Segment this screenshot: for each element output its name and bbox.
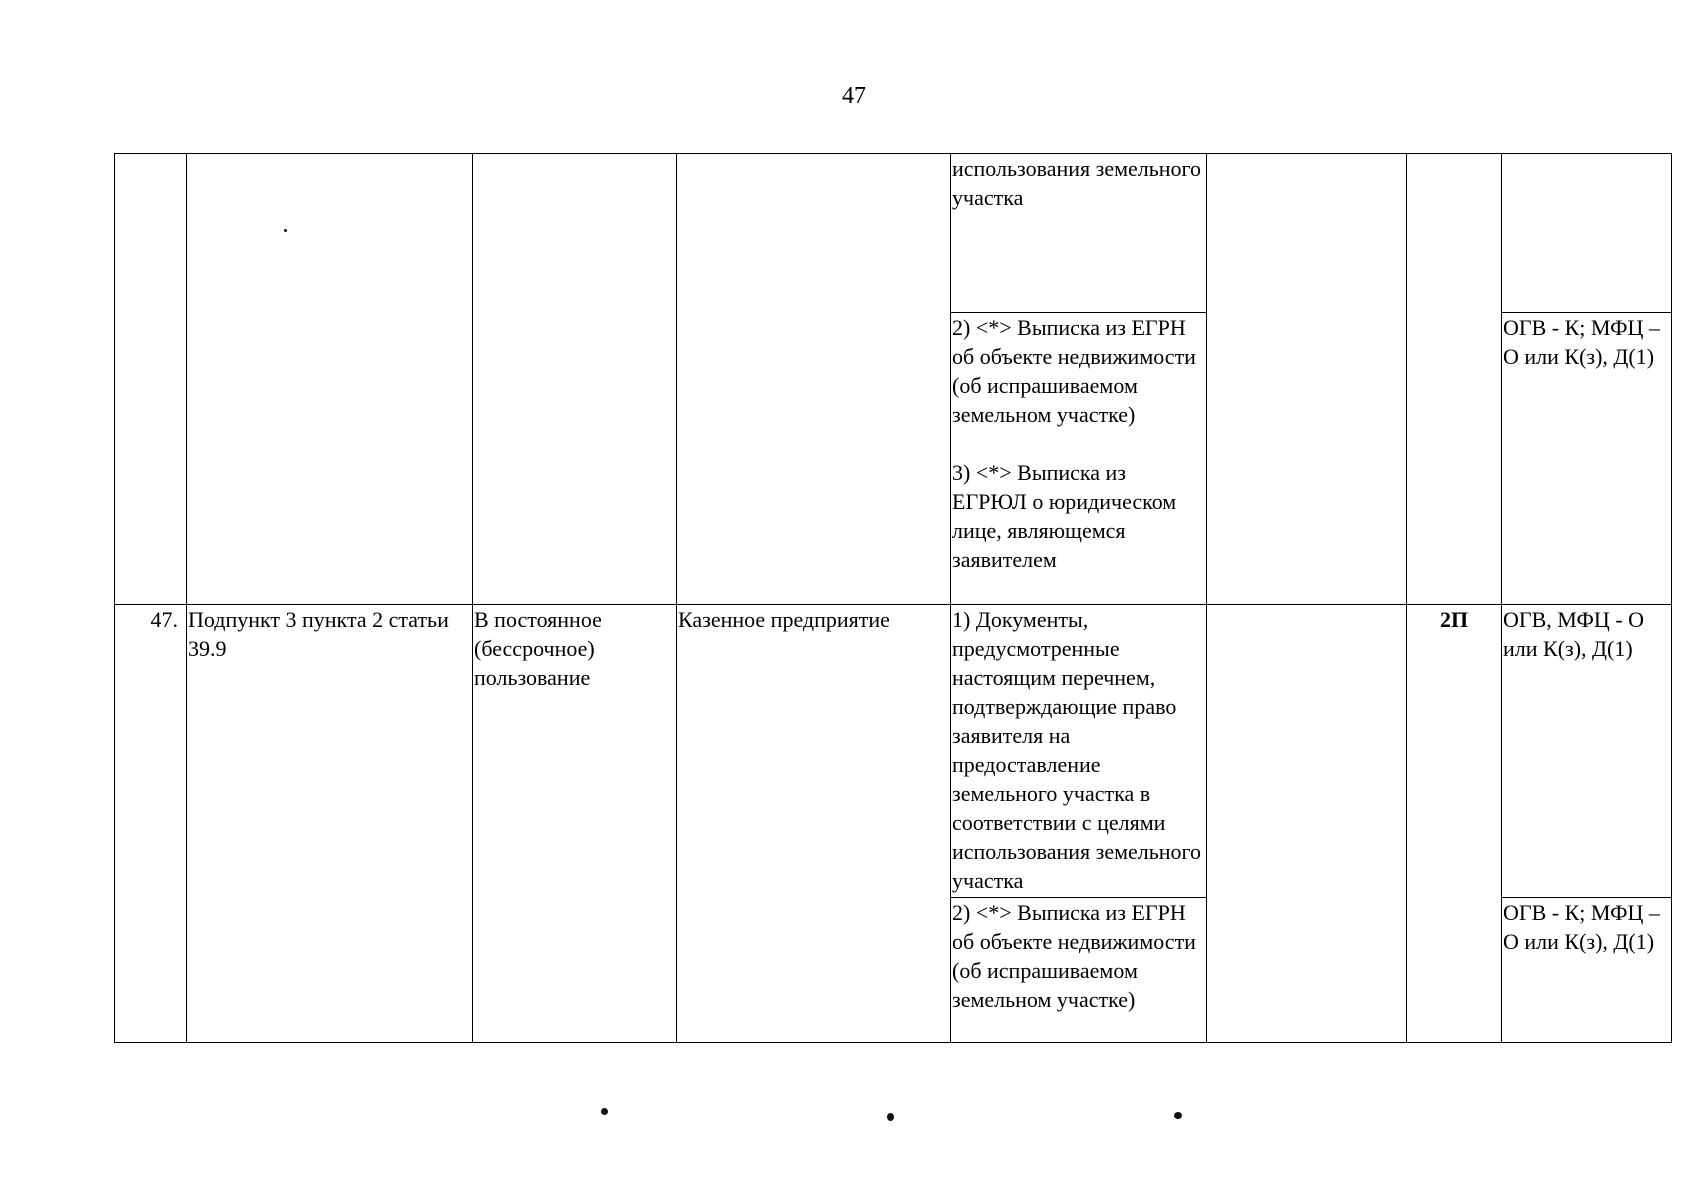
- cell-applicant-empty: [677, 154, 951, 605]
- table-row-47: [115, 605, 1672, 898]
- cell-basis-empty: [187, 154, 473, 605]
- cell-right-type-empty: [473, 154, 677, 605]
- row-code: 2П: [1407, 605, 1502, 1043]
- cell-method-2: ОГВ - К; МФЦ – О или К(з), Д(1): [1502, 313, 1672, 605]
- row-notes-empty: [1207, 605, 1407, 1043]
- cell-notes-empty: [1207, 154, 1407, 605]
- cell-doc-top: использования земельного участка: [951, 154, 1207, 313]
- cell-code-empty: [1407, 154, 1502, 605]
- continuation-row: [115, 154, 1672, 313]
- page-number: 47: [842, 83, 866, 109]
- scan-speck: [1174, 1112, 1182, 1119]
- doc-extract-egrul: 3) <*> Выписка из ЕГРЮЛ о юридическом лице, являющемся заявителем: [952, 460, 1177, 572]
- row-applicant: Казенное предприятие: [677, 605, 951, 1043]
- row-basis: Подпункт 3 пункта 2 статьи 39.9: [187, 605, 473, 1043]
- documents-table: [114, 153, 1672, 1043]
- scan-speck: [284, 229, 287, 232]
- cell-doc-2-3: [951, 313, 1207, 605]
- cell-method-empty: [1502, 154, 1672, 313]
- row-method-2: ОГВ - К; МФЦ – О или К(з), Д(1): [1502, 898, 1672, 1043]
- row-number: 47.: [115, 605, 187, 1043]
- scan-speck: [601, 1108, 608, 1115]
- row-method-1: ОГВ, МФЦ - О или К(з), Д(1): [1502, 605, 1672, 898]
- scan-speck: [887, 1113, 894, 1121]
- row-right-type: В постоянное (бессрочное) пользование: [473, 605, 677, 1043]
- row-doc-1: 1) Документы, предусмотренные настоящим перечнем, подтверждающие право заявителя на предоставление земельного участка в соответствии с целями использования земельного участка: [951, 605, 1207, 898]
- cell-number-empty: [115, 154, 187, 605]
- row-doc-2: 2) <*> Выписка из ЕГРН об объекте недвижимости (об испрашиваемом земельном участке): [951, 898, 1207, 1043]
- doc-extract-egrn: 2) <*> Выписка из ЕГРН об объекте недвижимости (об испрашиваемом земельном участке): [952, 315, 1196, 427]
